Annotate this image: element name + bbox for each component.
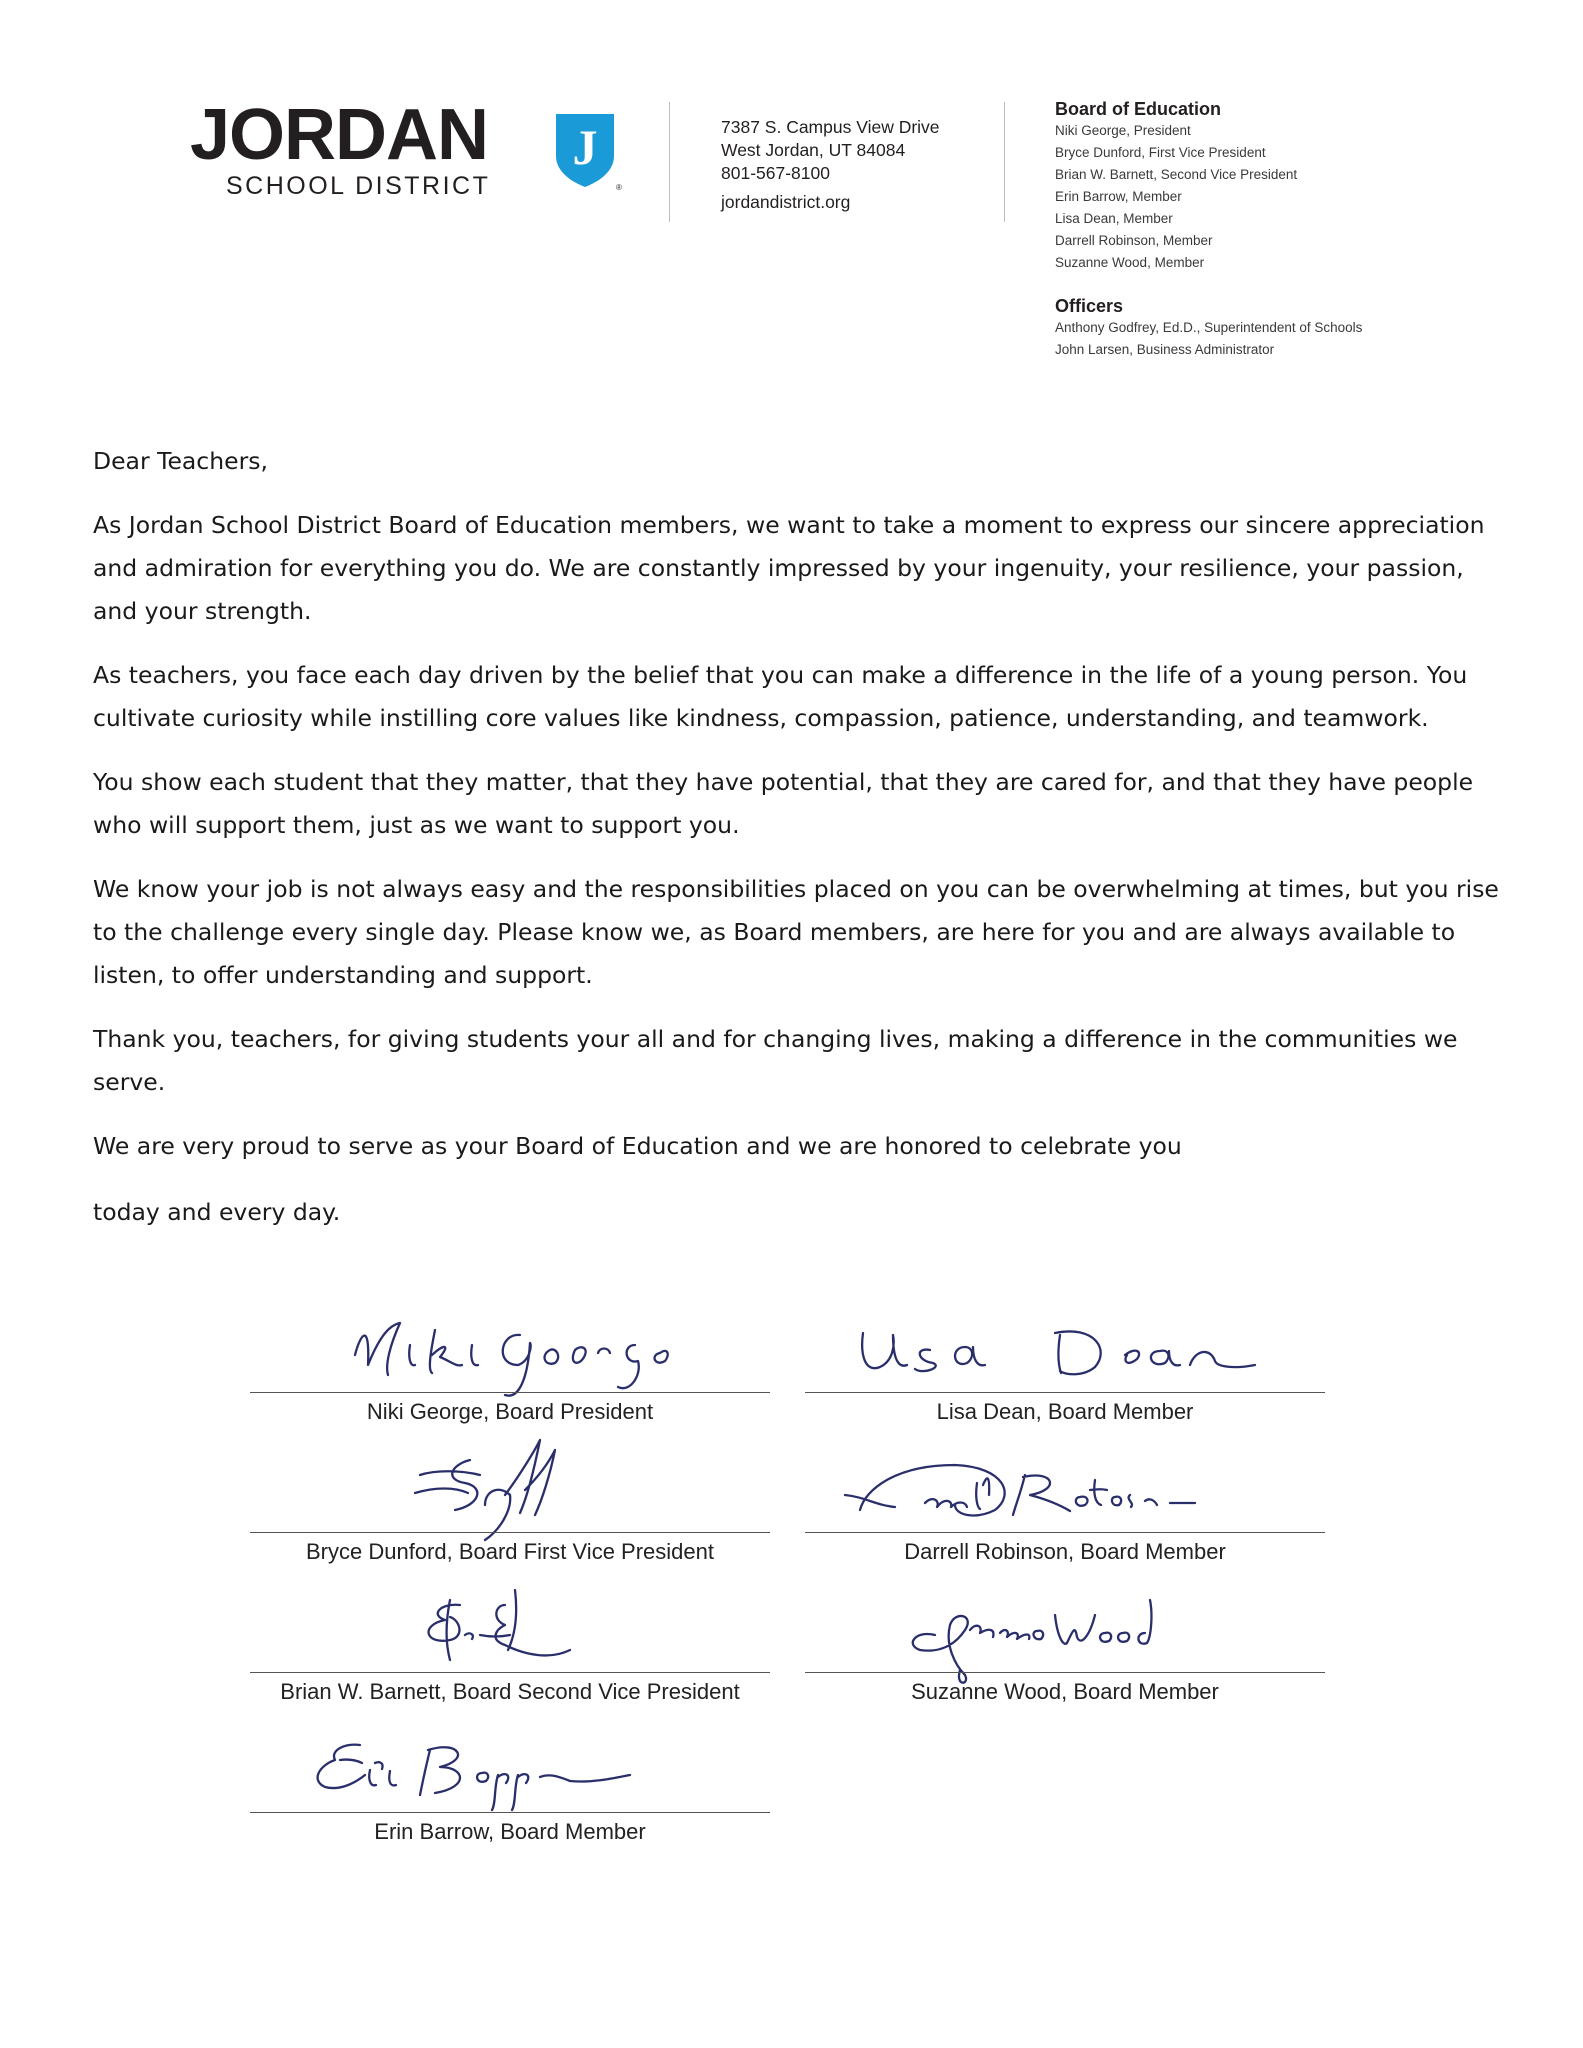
signature-line bbox=[250, 1812, 770, 1813]
header-divider bbox=[669, 102, 670, 222]
district-logo bbox=[190, 95, 622, 207]
shield-logo-icon bbox=[554, 112, 616, 188]
signature-line bbox=[805, 1672, 1325, 1673]
address-website: jordandistrict.org bbox=[721, 192, 851, 212]
signature-block-niki-george bbox=[250, 1315, 770, 1435]
handwritten-signature bbox=[250, 1715, 770, 1835]
logo-subtitle: SCHOOL DISTRICT bbox=[226, 172, 491, 200]
handwritten-signature bbox=[250, 1295, 770, 1415]
handwritten-signature bbox=[805, 1575, 1325, 1695]
signature-caption: Brian W. Barnett, Board Second Vice President bbox=[280, 1679, 740, 1704]
signature-line bbox=[250, 1672, 770, 1673]
signature-line bbox=[805, 1532, 1325, 1533]
signature-block-lisa-dean bbox=[805, 1315, 1325, 1435]
letter-paragraph: We know your job is not always easy and the responsibilities placed on you can be overwhelming at times, but you rise to the challenge every single day. Please know we, as Board members, are here for you and are always available to listen, to offer understanding and support. bbox=[93, 875, 1499, 989]
board-heading: Board of Education bbox=[1055, 99, 1221, 119]
signature-caption: Erin Barrow, Board Member bbox=[374, 1819, 646, 1844]
handwritten-signature bbox=[805, 1295, 1325, 1415]
board-listing bbox=[1055, 98, 1362, 361]
address-phone: 801-567-8100 bbox=[721, 163, 830, 183]
handwritten-signature bbox=[250, 1575, 770, 1695]
signature-caption: Lisa Dean, Board Member bbox=[936, 1399, 1194, 1424]
signature-line bbox=[805, 1392, 1325, 1393]
handwritten-signature bbox=[805, 1435, 1325, 1555]
registered-mark-icon: ® bbox=[616, 183, 622, 192]
handwritten-signature bbox=[250, 1435, 770, 1555]
officer: Anthony Godfrey, Ed.D., Superintendent of Schools bbox=[1055, 320, 1363, 335]
officers-heading: Officers bbox=[1055, 296, 1124, 316]
board-member: Darrell Robinson, Member bbox=[1055, 233, 1213, 248]
header-divider bbox=[1004, 102, 1005, 222]
letter-paragraph: As teachers, you face each day driven by the belief that you can make a difference in the life of a young person. You cultivate curiosity while instilling core values like kindness, compassion, patience, understanding, and teamwork. bbox=[93, 661, 1468, 732]
letter-paragraph: As Jordan School District Board of Education members, we want to take a moment to express our sincere appreciation and admiration for everything you do. We are constantly impressed by your ingenuity, your resilience, your passion, and your strength. bbox=[93, 511, 1485, 625]
signature-caption: Darrell Robinson, Board Member bbox=[904, 1539, 1226, 1564]
board-member: Suzanne Wood, Member bbox=[1055, 255, 1205, 270]
board-member: Bryce Dunford, First Vice President bbox=[1055, 145, 1266, 160]
signature-caption: Suzanne Wood, Board Member bbox=[911, 1679, 1219, 1704]
signature-block-suzanne-wood bbox=[805, 1595, 1325, 1715]
salutation: Dear Teachers, bbox=[93, 447, 268, 475]
board-member: Lisa Dean, Member bbox=[1055, 211, 1173, 226]
signature-block-darrell-robinson bbox=[805, 1455, 1325, 1575]
signature-caption: Bryce Dunford, Board First Vice President bbox=[306, 1539, 714, 1564]
logo-wordmark: JORDAN bbox=[190, 95, 489, 175]
board-member: Brian W. Barnett, Second Vice President bbox=[1055, 167, 1298, 182]
letter-paragraph: Thank you, teachers, for giving students your all and for changing lives, making a difference in the communities we serve. bbox=[93, 1025, 1458, 1096]
letter-paragraph: You show each student that they matter, that they have potential, that they are cared for, and that they have people who will support them, just as we want to support you. bbox=[93, 768, 1474, 839]
signature-caption: Niki George, Board President bbox=[366, 1399, 654, 1424]
address-city: West Jordan, UT 84084 bbox=[721, 140, 906, 160]
closing-line: We are very proud to serve as your Board of Education and we are honored to celebrate you bbox=[93, 1132, 1182, 1160]
district-address bbox=[721, 116, 940, 214]
signature-block-bryce-dunford bbox=[250, 1455, 770, 1575]
signature-block-brian-barnett bbox=[250, 1595, 770, 1715]
letter-body bbox=[93, 440, 1503, 1234]
signature-line bbox=[250, 1392, 770, 1393]
address-street: 7387 S. Campus View Drive bbox=[721, 117, 940, 137]
signature-block-erin-barrow bbox=[250, 1735, 770, 1855]
officer: John Larsen, Business Administrator bbox=[1055, 342, 1275, 357]
shield-letter: J bbox=[572, 119, 598, 175]
board-member: Niki George, President bbox=[1055, 123, 1191, 138]
signature-line bbox=[250, 1532, 770, 1533]
closing-line: today and every day. bbox=[93, 1198, 341, 1226]
board-member: Erin Barrow, Member bbox=[1055, 189, 1182, 204]
